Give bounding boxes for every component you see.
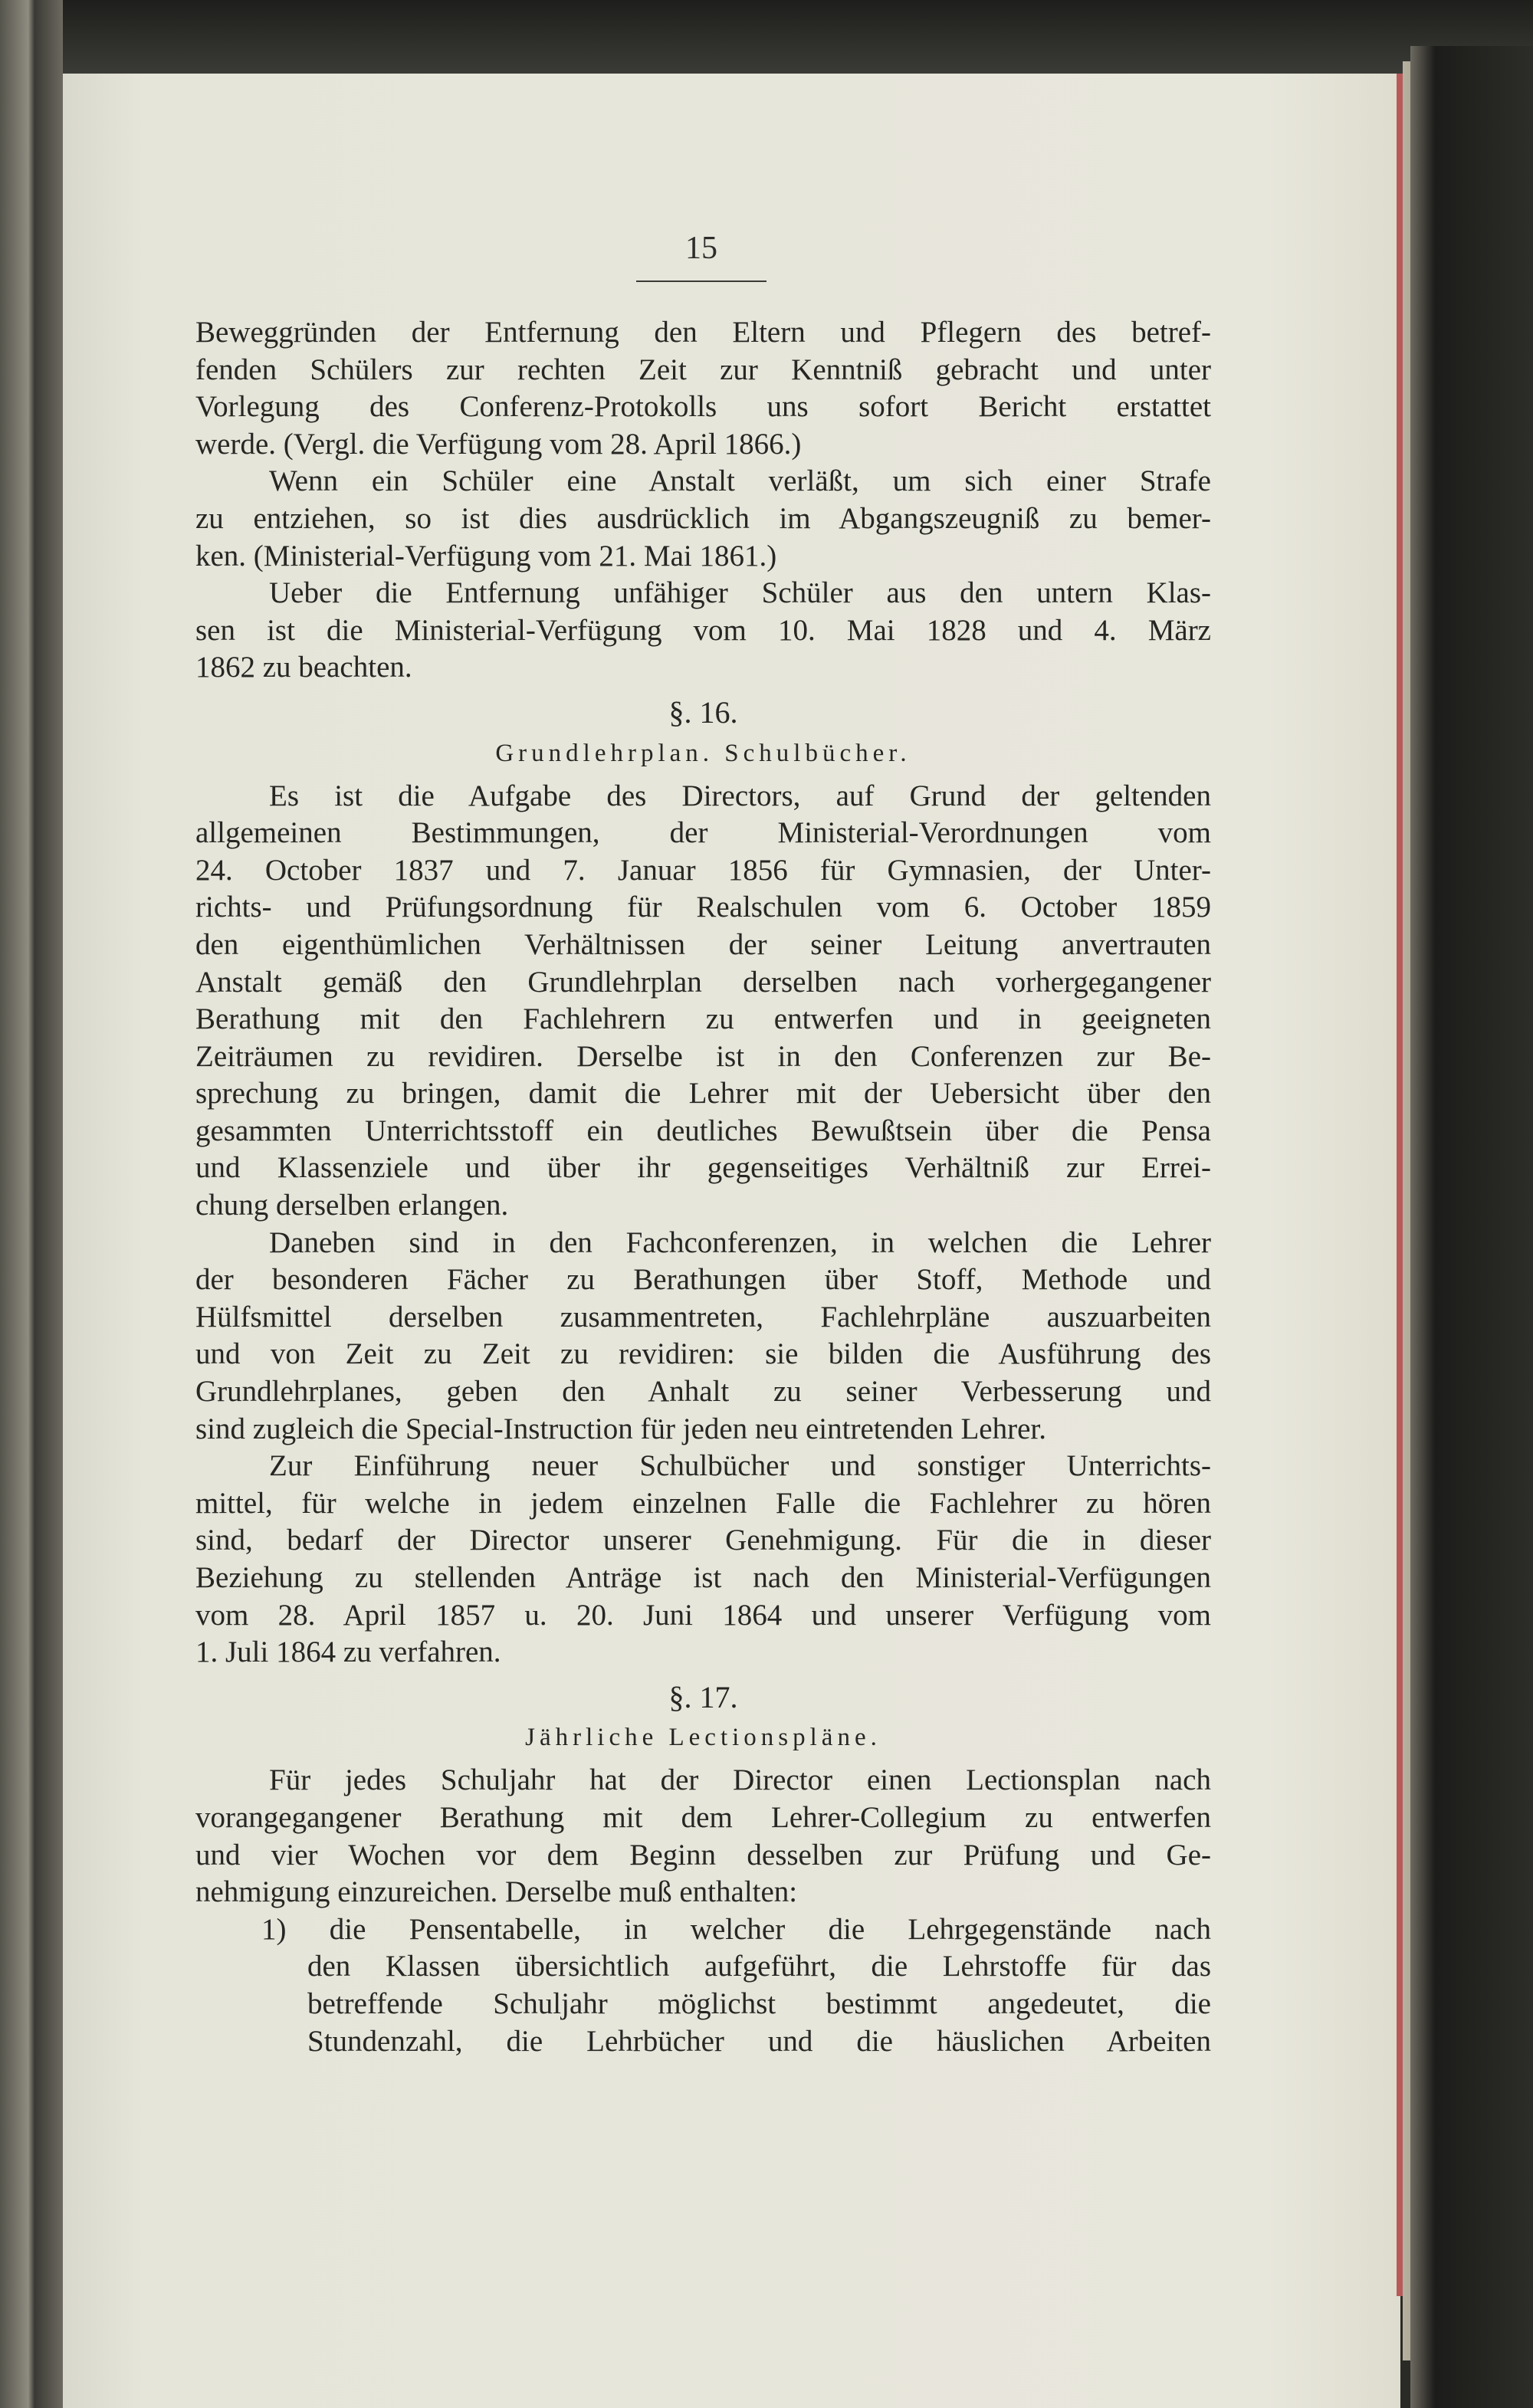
text-line: und vier Wochen vor dem Beginn desselben zur Prüfung und Ge-	[195, 1838, 1211, 1872]
text-line: mittel, für welche in jedem einzelnen Falle die Fachlehrer zu hören	[195, 1486, 1211, 1520]
text-line: Hülfsmittel derselben zusammentreten, Fachlehrpläne auszuarbeiten	[195, 1300, 1211, 1334]
paragraph	[195, 1448, 1211, 1671]
text-line: 1) die Pensentabelle, in welcher die Lehrgegenstände nach	[261, 1912, 1211, 1946]
book-binding-left	[0, 0, 63, 2408]
text-line: Für jedes Schuljahr hat der Director einen Lectionsplan nach	[269, 1763, 1211, 1797]
text-line: werde. (Vergl. die Verfügung vom 28. April 1866.)	[195, 427, 802, 461]
text-line: Grundlehrplanes, geben den Anhalt zu seiner Verbesserung und	[195, 1375, 1211, 1409]
page-red-edge	[1397, 74, 1403, 2296]
list-item	[195, 1911, 1211, 2060]
text-line: sprechung zu bringen, damit die Lehrer mit der Uebersicht über den	[195, 1077, 1211, 1111]
section-subheading: Jährliche Lectionspläne.	[525, 1724, 881, 1752]
paragraph	[195, 463, 1211, 575]
text-line: und Klassenziele und über ihr gegenseitiges Verhältniß zur Errei-	[195, 1151, 1211, 1185]
text-line: Zur Einführung neuer Schulbücher und sonstiger Unterrichts-	[269, 1449, 1211, 1483]
page-number: 15	[685, 231, 717, 266]
text-line: Stundenzahl, die Lehrbücher und die häuslichen Arbeiten	[307, 2024, 1211, 2058]
text-line: richts- und Prüfungsordnung für Realschulen vom 6. October 1859	[195, 891, 1211, 924]
section-heading: §. 17.	[668, 1679, 738, 1714]
text-line: ken. (Ministerial-Verfügung vom 21. Mai 1861.)	[195, 539, 777, 572]
scan-top-edge	[0, 0, 1533, 74]
paragraph	[195, 1225, 1211, 1448]
paragraph	[195, 778, 1211, 1225]
text-line: betreffende Schuljahr möglichst bestimmt angedeutet, die	[307, 1986, 1211, 2020]
text-line: 1. Juli 1864 zu verfahren.	[195, 1635, 501, 1669]
section-heading: §. 16.	[668, 694, 738, 730]
text-line: Ueber die Entfernung unfähiger Schüler aus den untern Klas-	[269, 576, 1211, 610]
text-line: fenden Schülers zur rechten Zeit zur Kenntniß gebracht und unter	[195, 353, 1211, 386]
paragraph	[195, 575, 1211, 687]
text-line: der besonderen Fächer zu Berathungen über Stoff, Methode und	[195, 1263, 1211, 1297]
text-line: zu entziehen, so ist dies ausdrücklich im Abgangszeugniß zu bemer-	[195, 501, 1211, 535]
page-number-rule	[636, 280, 766, 282]
text-line: gesammten Unterrichtsstoff ein deutliches Bewußtsein über die Pensa	[195, 1114, 1211, 1147]
text-line: Beziehung zu stellenden Anträge ist nach den Ministerial-Verfügungen	[195, 1561, 1211, 1594]
text-line: 24. October 1837 und 7. Januar 1856 für Gymnasien, der Unter-	[195, 853, 1211, 887]
text-line: vorangegangener Berathung mit dem Lehrer-Collegium zu entwerfen	[195, 1800, 1211, 1834]
text-line: den eigenthümlichen Verhältnissen der seiner Leitung anvertrauten	[195, 927, 1211, 961]
paragraph	[195, 1762, 1211, 1911]
text-line: allgemeinen Bestimmungen, der Ministerial-Verordnungen vom	[195, 816, 1211, 850]
text-line: sind, bedarf der Director unserer Genehmigung. Für die in dieser	[195, 1524, 1211, 1557]
text-line: Daneben sind in den Fachconferenzen, in welchen die Lehrer	[269, 1225, 1211, 1259]
page-body	[195, 314, 1211, 2060]
text-line: Wenn ein Schüler eine Anstalt verläßt, um sich einer Strafe	[269, 464, 1211, 498]
section-subheading: Grundlehrplan. Schulbücher.	[495, 739, 911, 767]
text-line: Anstalt gemäß den Grundlehrplan derselben nach vorhergegangener	[195, 965, 1211, 999]
text-line: nehmigung einzureichen. Derselbe muß enthalten:	[195, 1875, 798, 1909]
text-line: Zeiträumen zu revidiren. Derselbe ist in den Conferenzen zur Be-	[195, 1039, 1211, 1073]
text-line: 1862 zu beachten.	[195, 651, 412, 684]
text-line: den Klassen übersichtlich aufgeführt, die Lehrstoffe für das	[307, 1950, 1211, 1983]
text-line: Berathung mit den Fachlehrern zu entwerfen und in geeigneten	[195, 1002, 1211, 1036]
book-cover-right	[1410, 46, 1533, 2408]
text-line: Vorlegung des Conferenz-Protokolls uns sofort Bericht erstattet	[195, 390, 1211, 424]
text-line: chung derselben erlangen.	[195, 1189, 509, 1222]
paragraph	[195, 314, 1211, 463]
text-line: und von Zeit zu Zeit zu revidiren: sie bilden die Ausführung des	[195, 1337, 1211, 1371]
text-line: Beweggründen der Entfernung den Eltern und Pflegern des betref-	[195, 316, 1211, 349]
text-line: sind zugleich die Special-Instruction für jeden neu eintretenden Lehrer.	[195, 1412, 1046, 1445]
text-line: sen ist die Ministerial-Verfügung vom 10. Mai 1828 und 4. März	[195, 613, 1211, 647]
text-line: vom 28. April 1857 u. 20. Juni 1864 und unserer Verfügung vom	[195, 1598, 1211, 1632]
text-line: Es ist die Aufgabe des Directors, auf Grund der geltenden	[269, 779, 1211, 812]
